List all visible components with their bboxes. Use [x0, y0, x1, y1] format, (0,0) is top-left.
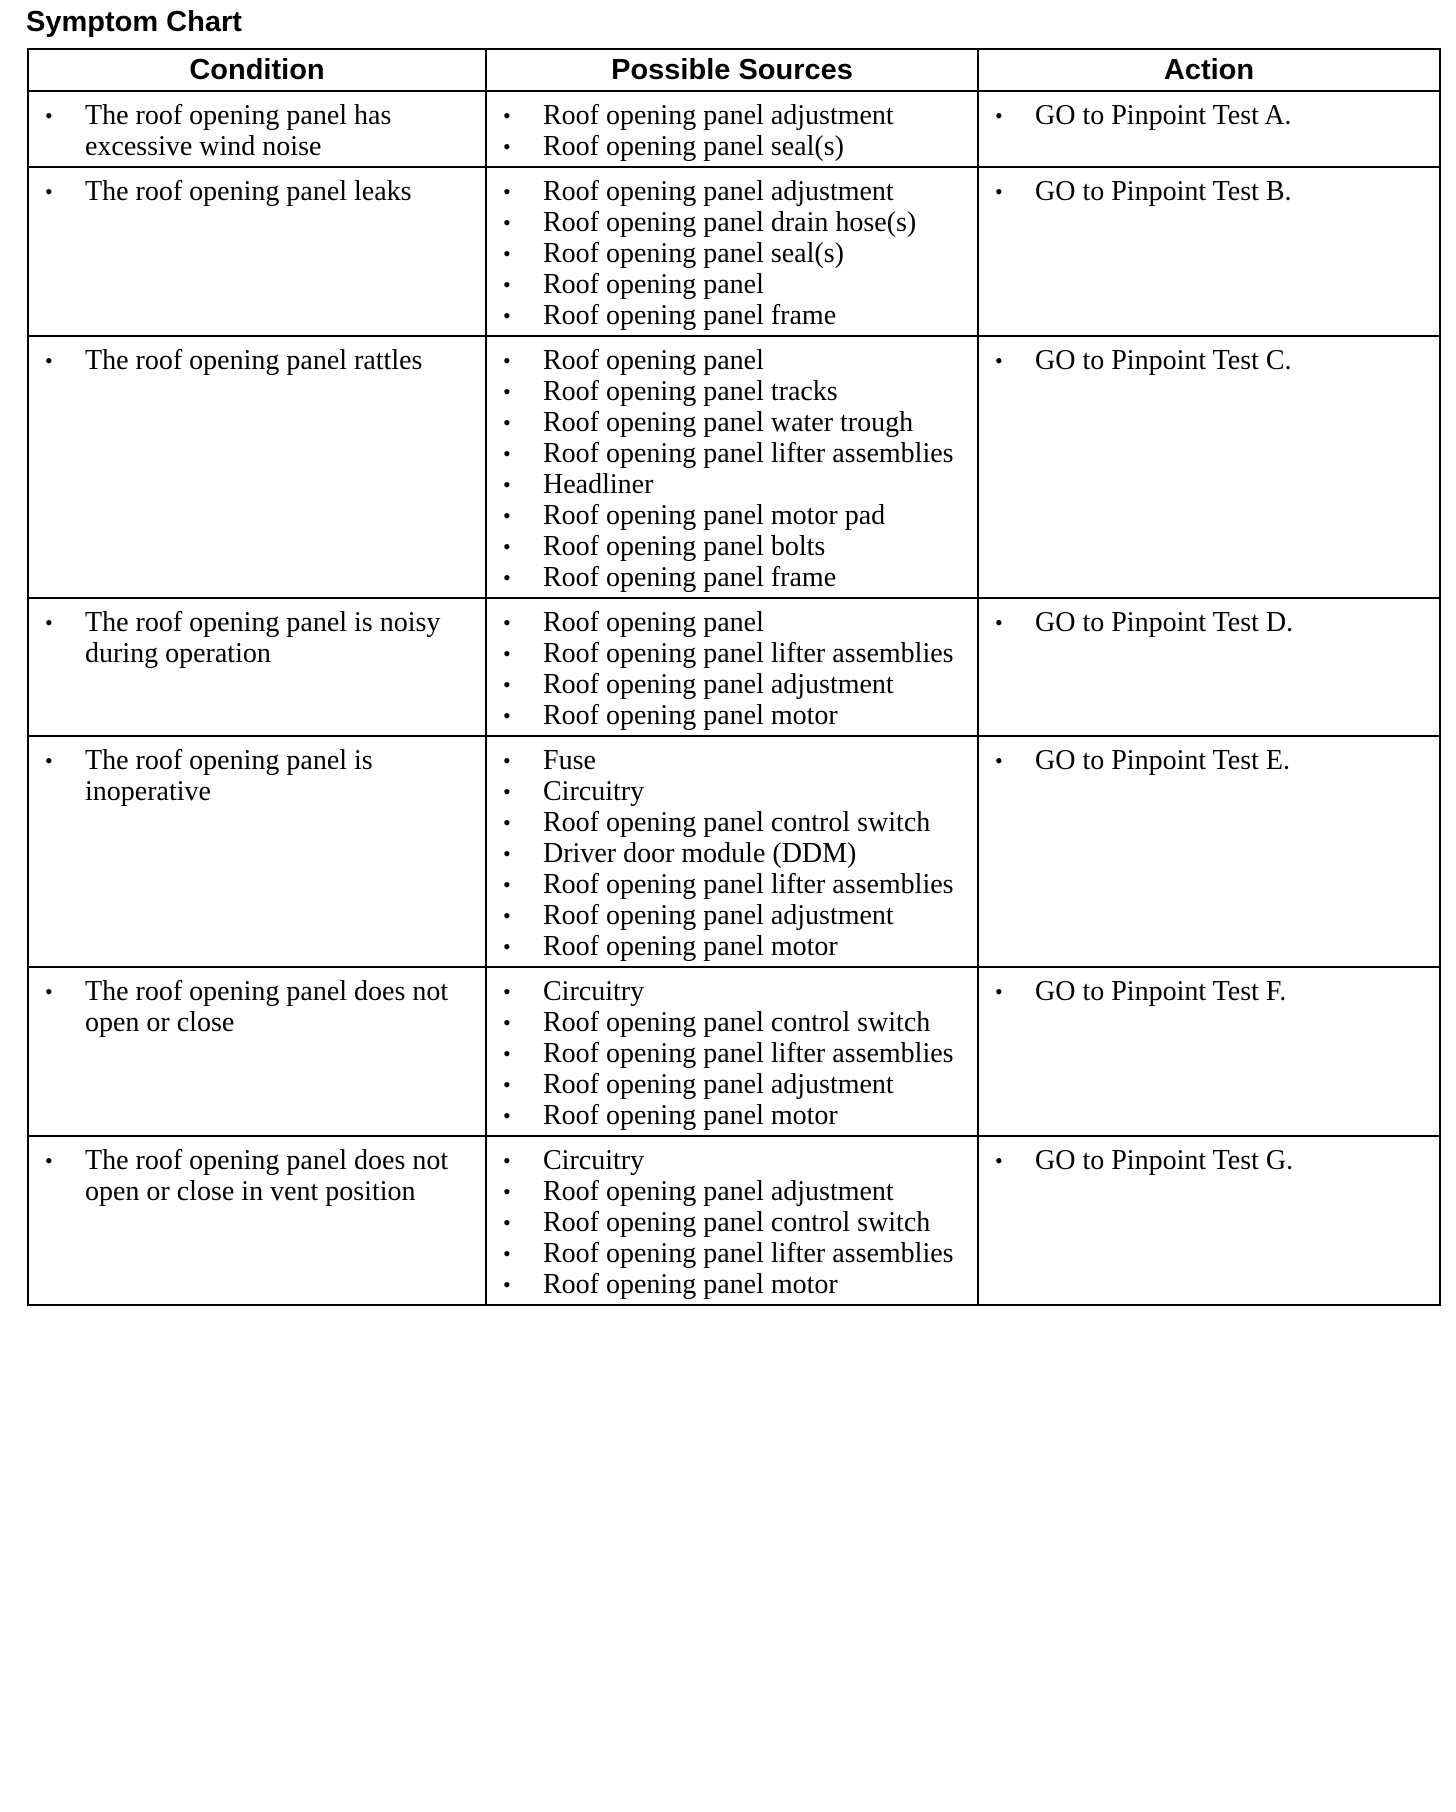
condition-cell [28, 91, 486, 167]
table-row [28, 336, 1440, 598]
source-item: • Roof opening panel frame [497, 300, 971, 331]
source-item: • Roof opening panel motor [497, 931, 971, 962]
action-list [989, 100, 1433, 131]
possible-sources-list [497, 1145, 971, 1300]
source-item: • Circuitry [497, 976, 971, 1007]
action-cell [978, 336, 1440, 598]
action-list [989, 345, 1433, 376]
table-row [28, 598, 1440, 736]
source-item: • Roof opening panel adjustment [497, 1176, 971, 1207]
condition-list [39, 745, 479, 807]
action-text: • GO to Pinpoint Test B. [989, 176, 1433, 207]
condition-text: • The roof opening panel leaks [39, 176, 479, 207]
action-list [989, 1145, 1433, 1176]
header-condition: Condition [28, 49, 486, 91]
possible-sources-cell [486, 598, 978, 736]
source-item: • Roof opening panel adjustment [497, 669, 971, 700]
action-cell [978, 598, 1440, 736]
source-item: • Roof opening panel adjustment [497, 1069, 971, 1100]
condition-text: • The roof opening panel has excessive wind noise [39, 100, 479, 162]
action-list [989, 176, 1433, 207]
action-text: • GO to Pinpoint Test A. [989, 100, 1433, 131]
action-text: • GO to Pinpoint Test F. [989, 976, 1433, 1007]
action-cell [978, 1136, 1440, 1305]
condition-text: • The roof opening panel does not open or close in vent position [39, 1145, 479, 1207]
action-text: • GO to Pinpoint Test C. [989, 345, 1433, 376]
source-item: • Driver door module (DDM) [497, 838, 971, 869]
condition-list [39, 976, 479, 1038]
source-item: • Fuse [497, 745, 971, 776]
source-item: • Roof opening panel [497, 607, 971, 638]
condition-cell [28, 967, 486, 1136]
condition-cell [28, 736, 486, 967]
possible-sources-cell [486, 1136, 978, 1305]
possible-sources-cell [486, 167, 978, 336]
table-row [28, 91, 1440, 167]
possible-sources-cell [486, 336, 978, 598]
page-title: Symptom Chart [26, 6, 242, 38]
source-item: • Roof opening panel seal(s) [497, 131, 971, 162]
source-item: • Roof opening panel motor pad [497, 500, 971, 531]
source-item: • Roof opening panel lifter assemblies [497, 869, 971, 900]
source-item: • Roof opening panel control switch [497, 1007, 971, 1038]
source-item: • Roof opening panel motor [497, 700, 971, 731]
source-item: • Roof opening panel lifter assemblies [497, 438, 971, 469]
source-item: • Roof opening panel drain hose(s) [497, 207, 971, 238]
source-item: • Roof opening panel tracks [497, 376, 971, 407]
condition-cell [28, 1136, 486, 1305]
possible-sources-list [497, 100, 971, 162]
condition-list [39, 345, 479, 376]
possible-sources-list [497, 176, 971, 331]
source-item: • Circuitry [497, 776, 971, 807]
action-cell [978, 167, 1440, 336]
action-text: • GO to Pinpoint Test E. [989, 745, 1433, 776]
condition-cell [28, 598, 486, 736]
action-cell [978, 967, 1440, 1136]
source-item: • Roof opening panel lifter assemblies [497, 1238, 971, 1269]
source-item: • Roof opening panel lifter assemblies [497, 638, 971, 669]
action-list [989, 607, 1433, 638]
possible-sources-cell [486, 91, 978, 167]
source-item: • Roof opening panel control switch [497, 1207, 971, 1238]
source-item: • Roof opening panel adjustment [497, 100, 971, 131]
source-item: • Roof opening panel [497, 345, 971, 376]
condition-text: • The roof opening panel is inoperative [39, 745, 479, 807]
table-row [28, 736, 1440, 967]
source-item: • Roof opening panel motor [497, 1100, 971, 1131]
action-text: • GO to Pinpoint Test D. [989, 607, 1433, 638]
table-row [28, 1136, 1440, 1305]
condition-list [39, 1145, 479, 1207]
condition-text: • The roof opening panel is noisy during operation [39, 607, 479, 669]
source-item: • Roof opening panel frame [497, 562, 971, 593]
possible-sources-cell [486, 967, 978, 1136]
source-item: • Roof opening panel adjustment [497, 900, 971, 931]
source-item: • Roof opening panel adjustment [497, 176, 971, 207]
possible-sources-list [497, 345, 971, 593]
source-item: • Roof opening panel bolts [497, 531, 971, 562]
table-body [28, 91, 1440, 1305]
possible-sources-list [497, 745, 971, 962]
condition-text: • The roof opening panel does not open or close [39, 976, 479, 1038]
action-list [989, 976, 1433, 1007]
symptom-table [27, 48, 1441, 1306]
condition-list [39, 176, 479, 207]
possible-sources-cell [486, 736, 978, 967]
condition-cell [28, 167, 486, 336]
condition-list [39, 100, 479, 162]
source-item: • Roof opening panel water trough [497, 407, 971, 438]
table-header-row [28, 49, 1440, 91]
source-item: • Roof opening panel seal(s) [497, 238, 971, 269]
source-item: • Headliner [497, 469, 971, 500]
action-list [989, 745, 1433, 776]
condition-text: • The roof opening panel rattles [39, 345, 479, 376]
possible-sources-list [497, 607, 971, 731]
table-row [28, 967, 1440, 1136]
action-text: • GO to Pinpoint Test G. [989, 1145, 1433, 1176]
source-item: • Roof opening panel motor [497, 1269, 971, 1300]
source-item: • Circuitry [497, 1145, 971, 1176]
source-item: • Roof opening panel control switch [497, 807, 971, 838]
condition-list [39, 607, 479, 669]
possible-sources-list [497, 976, 971, 1131]
header-possible-sources: Possible Sources [486, 49, 978, 91]
source-item: • Roof opening panel [497, 269, 971, 300]
header-action: Action [978, 49, 1440, 91]
source-item: • Roof opening panel lifter assemblies [497, 1038, 971, 1069]
action-cell [978, 736, 1440, 967]
table-row [28, 167, 1440, 336]
action-cell [978, 91, 1440, 167]
condition-cell [28, 336, 486, 598]
